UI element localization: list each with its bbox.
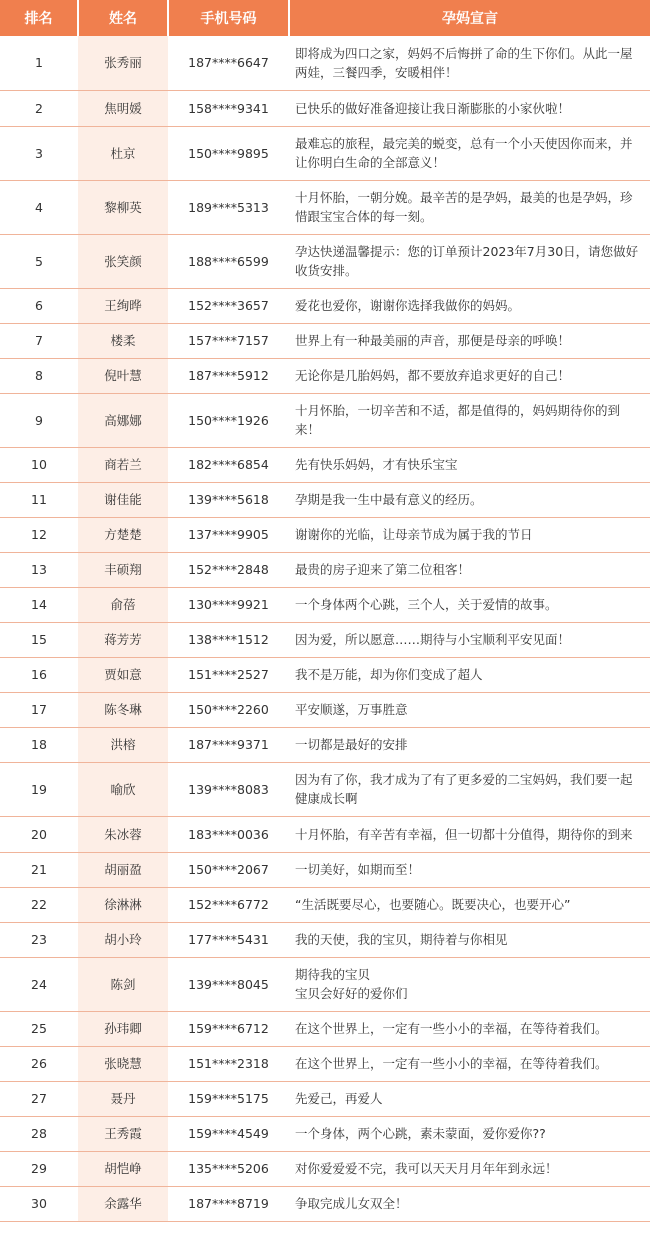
rank-cell: 18: [0, 727, 78, 762]
phone-cell: 177****5431: [168, 922, 289, 957]
name-cell: 胡小玲: [78, 922, 168, 957]
header-message: 孕妈宣言: [289, 0, 650, 36]
message-cell: 一个身体两个心跳，三个人，关于爱情的故事。: [289, 587, 650, 622]
phone-cell: 130****9921: [168, 587, 289, 622]
table-row: [0, 36, 650, 90]
message-cell: 争取完成儿女双全！: [289, 1186, 650, 1221]
rank-cell: 21: [0, 852, 78, 887]
phone-cell: 187****6647: [168, 36, 289, 90]
table-row: [0, 323, 650, 358]
message-line: 宝贝会好好的爱你们: [295, 986, 408, 1001]
message-cell: [289, 957, 650, 1011]
phone-cell: 158****9341: [168, 90, 289, 126]
name-cell: 朱冰蓉: [78, 816, 168, 852]
header-rank: 排名: [0, 0, 78, 36]
name-cell: 王绚晔: [78, 288, 168, 323]
message-cell: 我的天使，我的宝贝，期待着与你相见: [289, 922, 650, 957]
name-cell: 张晓慧: [78, 1046, 168, 1081]
table-row: [0, 482, 650, 517]
name-cell: 余露华: [78, 1186, 168, 1221]
phone-cell: 159****5175: [168, 1081, 289, 1116]
message-cell: 世界上有一种最美丽的声音，那便是母亲的呼唤！: [289, 323, 650, 358]
phone-cell: 183****0036: [168, 816, 289, 852]
rank-cell: 7: [0, 323, 78, 358]
phone-cell: 189****5313: [168, 180, 289, 234]
rank-cell: 14: [0, 587, 78, 622]
phone-cell: 150****2260: [168, 692, 289, 727]
table-row: [0, 126, 650, 180]
phone-cell: 157****7157: [168, 323, 289, 358]
rank-cell: 22: [0, 887, 78, 922]
message-cell: 因为有了你，我才成为了有了更多爱的二宝妈妈，我们要一起健康成长啊: [289, 762, 650, 816]
phone-cell: 188****6599: [168, 234, 289, 288]
rank-cell: 12: [0, 517, 78, 552]
name-cell: 楼柔: [78, 323, 168, 358]
phone-cell: 138****1512: [168, 622, 289, 657]
message-cell: 因为爱，所以愿意……期待与小宝顺利平安见面！: [289, 622, 650, 657]
message-cell: 一切都是最好的安排: [289, 727, 650, 762]
name-cell: 陈剑: [78, 957, 168, 1011]
message-cell: 谢谢你的光临，让母亲节成为属于我的节日: [289, 517, 650, 552]
message-cell: 最贵的房子迎来了第二位租客！: [289, 552, 650, 587]
message-cell: 一切美好，如期而至！: [289, 852, 650, 887]
phone-cell: 135****5206: [168, 1151, 289, 1186]
rank-cell: 28: [0, 1116, 78, 1151]
phone-cell: 187****9371: [168, 727, 289, 762]
rank-cell: 3: [0, 126, 78, 180]
rank-cell: 20: [0, 816, 78, 852]
message-cell: 孕期是我一生中最有意义的经历。: [289, 482, 650, 517]
phone-cell: 152****6772: [168, 887, 289, 922]
name-cell: 陈冬琳: [78, 692, 168, 727]
message-cell: 最难忘的旅程，最完美的蜕变，总有一个小天使因你而来，并让你明白生命的全部意义！: [289, 126, 650, 180]
message-cell: 先爱己，再爱人: [289, 1081, 650, 1116]
name-cell: 聂丹: [78, 1081, 168, 1116]
rank-cell: 29: [0, 1151, 78, 1186]
rank-cell: 2: [0, 90, 78, 126]
name-cell: 焦明媛: [78, 90, 168, 126]
table-row: [0, 587, 650, 622]
table-row: [0, 517, 650, 552]
phone-cell: 159****4549: [168, 1116, 289, 1151]
name-cell: 张笑颜: [78, 234, 168, 288]
rank-cell: 24: [0, 957, 78, 1011]
table-row: [0, 552, 650, 587]
phone-cell: 150****1926: [168, 393, 289, 447]
message-cell: 已快乐的做好准备迎接让我日渐膨胀的小家伙啦！: [289, 90, 650, 126]
name-cell: 徐淋淋: [78, 887, 168, 922]
table-row: [0, 957, 650, 1011]
rank-cell: 26: [0, 1046, 78, 1081]
rank-cell: 17: [0, 692, 78, 727]
rank-cell: 1: [0, 36, 78, 90]
name-cell: 倪叶慧: [78, 358, 168, 393]
table-row: [0, 288, 650, 323]
name-cell: 俞蓓: [78, 587, 168, 622]
rank-cell: 30: [0, 1186, 78, 1221]
rank-cell: 23: [0, 922, 78, 957]
phone-cell: 150****9895: [168, 126, 289, 180]
phone-cell: 139****5618: [168, 482, 289, 517]
message-line: 期待我的宝贝: [295, 967, 371, 982]
table-row: [0, 1151, 650, 1186]
table-row: [0, 393, 650, 447]
message-cell: 平安顺遂，万事胜意: [289, 692, 650, 727]
table-row: [0, 762, 650, 816]
table-row: [0, 1046, 650, 1081]
name-cell: 谢佳能: [78, 482, 168, 517]
rank-cell: 16: [0, 657, 78, 692]
rank-cell: 15: [0, 622, 78, 657]
name-cell: 张秀丽: [78, 36, 168, 90]
rank-cell: 6: [0, 288, 78, 323]
name-cell: 高娜娜: [78, 393, 168, 447]
rank-cell: 8: [0, 358, 78, 393]
name-cell: 商若兰: [78, 447, 168, 482]
name-cell: 王秀霞: [78, 1116, 168, 1151]
rank-cell: 19: [0, 762, 78, 816]
phone-cell: 187****8719: [168, 1186, 289, 1221]
table-row: [0, 727, 650, 762]
table-row: [0, 90, 650, 126]
name-cell: 喻欣: [78, 762, 168, 816]
phone-cell: 152****2848: [168, 552, 289, 587]
phone-cell: 150****2067: [168, 852, 289, 887]
phone-cell: 139****8045: [168, 957, 289, 1011]
header-phone: 手机号码: [168, 0, 289, 36]
message-cell: 无论你是几胎妈妈，都不要放弃追求更好的自己！: [289, 358, 650, 393]
phone-cell: 151****2318: [168, 1046, 289, 1081]
message-cell: 我不是万能，却为你们变成了超人: [289, 657, 650, 692]
header-name: 姓名: [78, 0, 168, 36]
table-body: [0, 36, 650, 1221]
phone-cell: 151****2527: [168, 657, 289, 692]
rank-cell: 27: [0, 1081, 78, 1116]
name-cell: 胡丽盈: [78, 852, 168, 887]
message-cell: “生活既要尽心，也要随心。既要决心，也要开心”: [289, 887, 650, 922]
phone-cell: 187****5912: [168, 358, 289, 393]
message-cell: 十月怀胎，一朝分娩。最辛苦的是孕妈，最美的也是孕妈，珍惜跟宝宝合体的每一刻。: [289, 180, 650, 234]
message-cell: 一个身体，两个心跳，素未蒙面，爱你爱你??: [289, 1116, 650, 1151]
message-cell: 十月怀胎，一切辛苦和不适，都是值得的，妈妈期待你的到来！: [289, 393, 650, 447]
name-cell: 杜京: [78, 126, 168, 180]
table-row: [0, 816, 650, 852]
name-cell: 贾如意: [78, 657, 168, 692]
rank-cell: 10: [0, 447, 78, 482]
phone-cell: 159****6712: [168, 1011, 289, 1046]
table-row: [0, 1116, 650, 1151]
table-row: [0, 657, 650, 692]
phone-cell: 182****6854: [168, 447, 289, 482]
rank-cell: 13: [0, 552, 78, 587]
rank-cell: 9: [0, 393, 78, 447]
name-cell: 孙玮卿: [78, 1011, 168, 1046]
name-cell: 黎柳英: [78, 180, 168, 234]
table-row: [0, 358, 650, 393]
table-row: [0, 887, 650, 922]
rank-cell: 11: [0, 482, 78, 517]
name-cell: 方楚楚: [78, 517, 168, 552]
message-cell: 在这个世界上，一定有一些小小的幸福，在等待着我们。: [289, 1011, 650, 1046]
table-row: [0, 692, 650, 727]
message-cell: 在这个世界上，一定有一些小小的幸福，在等待着我们。: [289, 1046, 650, 1081]
name-cell: 洪榕: [78, 727, 168, 762]
message-cell: 爱花也爱你，谢谢你选择我做你的妈妈。: [289, 288, 650, 323]
table-row: [0, 1011, 650, 1046]
message-cell: 先有快乐妈妈，才有快乐宝宝: [289, 447, 650, 482]
message-cell: 对你爱爱爱不完，我可以天天月月年年到永远！: [289, 1151, 650, 1186]
name-cell: 蒋芳芳: [78, 622, 168, 657]
phone-cell: 152****3657: [168, 288, 289, 323]
name-cell: 胡恺峥: [78, 1151, 168, 1186]
table-row: [0, 622, 650, 657]
rank-cell: 5: [0, 234, 78, 288]
phone-cell: 137****9905: [168, 517, 289, 552]
rank-cell: 4: [0, 180, 78, 234]
table-row: [0, 1081, 650, 1116]
table-row: [0, 1186, 650, 1221]
name-cell: 丰硕翔: [78, 552, 168, 587]
table-row: [0, 447, 650, 482]
table-row: [0, 180, 650, 234]
message-cell: 即将成为四口之家，妈妈不后悔拼了命的生下你们。从此一屋两娃，三餐四季，安暖相伴！: [289, 36, 650, 90]
rank-cell: 25: [0, 1011, 78, 1046]
phone-cell: 139****8083: [168, 762, 289, 816]
table-row: [0, 852, 650, 887]
table-header-row: [0, 0, 650, 36]
table-row: [0, 234, 650, 288]
message-cell: 十月怀胎，有辛苦有幸福，但一切都十分值得，期待你的到来: [289, 816, 650, 852]
message-cell: 孕达快递温馨提示：您的订单预计2023年7月30日，请您做好收货安排。: [289, 234, 650, 288]
table-row: [0, 922, 650, 957]
